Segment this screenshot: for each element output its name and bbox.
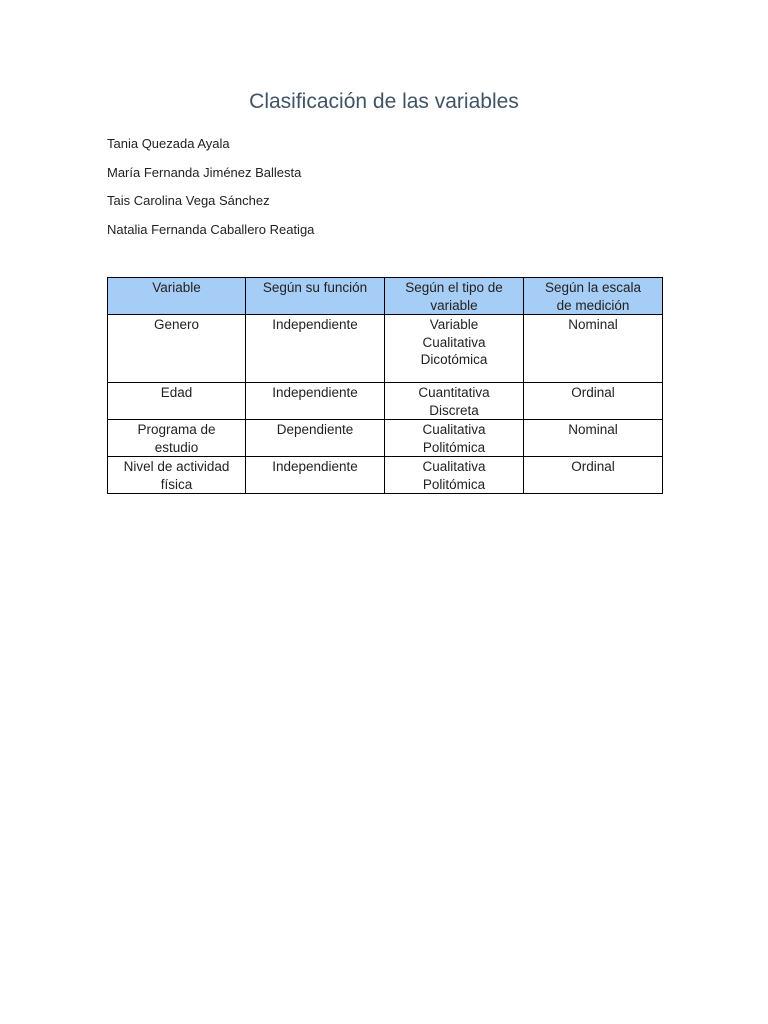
cell-funcion: Independiente bbox=[246, 383, 385, 420]
cell-tipo: Cualitativa Politómica bbox=[385, 457, 524, 494]
table-row bbox=[108, 383, 663, 420]
header-funcion: Según su función bbox=[246, 278, 385, 315]
table-row bbox=[108, 457, 663, 494]
table-row bbox=[108, 315, 663, 383]
cell-escala: Ordinal bbox=[524, 457, 663, 494]
header-tipo: Según el tipo de variable bbox=[385, 278, 524, 315]
cell-variable: Genero bbox=[108, 315, 246, 383]
author-list bbox=[107, 134, 314, 248]
page-title: Clasificación de las variables bbox=[249, 90, 519, 113]
table-header-row bbox=[108, 278, 663, 315]
cell-escala: Ordinal bbox=[524, 383, 663, 420]
cell-tipo: Cuantitativa Discreta bbox=[385, 383, 524, 420]
author-name: Tania Quezada Ayala bbox=[107, 136, 230, 151]
cell-escala: Nominal bbox=[524, 315, 663, 383]
cell-funcion: Dependiente bbox=[246, 420, 385, 457]
cell-funcion: Independiente bbox=[246, 315, 385, 383]
author-name: María Fernanda Jiménez Ballesta bbox=[107, 164, 302, 180]
author-name: Tais Carolina Vega Sánchez bbox=[107, 193, 270, 208]
cell-escala: Nominal bbox=[524, 420, 663, 457]
header-variable: Variable bbox=[108, 278, 246, 315]
cell-tipo: Cualitativa Politómica bbox=[385, 420, 524, 457]
author-name: Natalia Fernanda Caballero Reatiga bbox=[107, 221, 315, 237]
cell-variable: Nivel de actividad física bbox=[108, 457, 246, 494]
table-row bbox=[108, 420, 663, 457]
cell-funcion: Independiente bbox=[246, 457, 385, 494]
cell-variable: Programa de estudio bbox=[108, 420, 246, 457]
cell-variable: Edad bbox=[108, 383, 246, 420]
header-escala: Según la escala de medición bbox=[524, 278, 663, 315]
variables-classification-table bbox=[107, 277, 663, 494]
cell-tipo: Variable Cualitativa Dicotómica bbox=[385, 315, 524, 383]
